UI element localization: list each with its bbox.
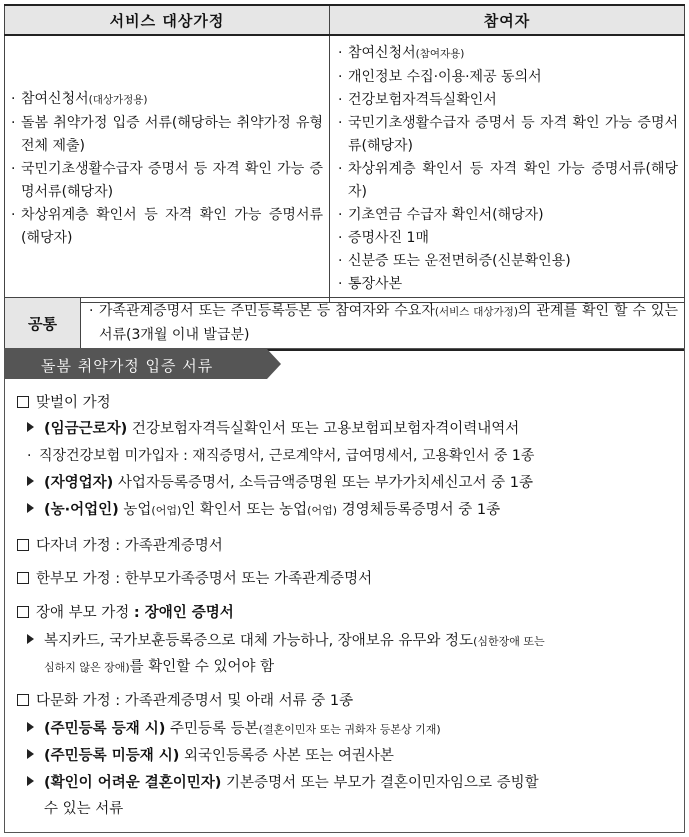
document-list-item: · 차상위계층 확인서 등 자격 확인 가능 증명서류(해당자): [9, 204, 323, 250]
table-header-row: [5, 5, 685, 35]
document-list-item: · 차상위계층 확인서 등 자격 확인 가능 증명서류(해당자): [336, 158, 678, 204]
common-text: · 가족관계증명서 또는 주민등록등본 등 참여자와 수요자(서비스 대상가정)의 관계를 확인 할 수 있는 서류(3개월 이내 발급분): [81, 298, 685, 351]
vulnerable-family-documents-box: [4, 348, 685, 833]
table-body-row: [5, 35, 685, 303]
checkbox-square-icon: [17, 539, 29, 551]
unregistered-item: (주민등록 미등재 시) 외국인등록증 사본 또는 여권사본: [27, 743, 672, 769]
triangle-bullet-icon: [27, 776, 34, 786]
disabled-parent-title: 장애 부모 가정 : 장애인 증명서: [17, 603, 234, 623]
triangle-bullet-icon: [27, 749, 34, 759]
common-label: 공통: [5, 298, 81, 351]
triangle-bullet-icon: [27, 634, 34, 644]
common-row: [5, 298, 685, 351]
document-list-item: · 개인정보 수집·이용·제공 동의서: [336, 66, 678, 89]
document-list-item: · 참여신청서(대상가정용): [9, 88, 323, 112]
single-parent-title: 한부모 가정 : 한부모가족증명서 또는 가족관계증명서: [17, 569, 372, 589]
self-employed-item: (자영업자) 사업자등록증명서, 소득금액증명원 또는 부가가치세신고서 중 1종: [27, 470, 672, 496]
multicultural-title: 다문화 가정 : 가족관계증명서 및 아래 서류 중 1종: [17, 691, 353, 711]
triangle-bullet-icon: [27, 503, 34, 513]
document-list-item: · 참여신청서(참여자용): [336, 42, 678, 66]
checkbox-square-icon: [17, 396, 29, 408]
marriage-immigrant-item: (확인이 어려운 결혼이민자) 기본증명서 또는 부모가 결혼이민자임으로 증빙할: [27, 770, 672, 796]
document-list-item: · 통장사본: [336, 273, 678, 296]
checkbox-square-icon: [17, 572, 29, 584]
header-participant: 참여자: [330, 5, 685, 35]
common-table: [4, 297, 685, 351]
triangle-bullet-icon: [27, 722, 34, 732]
disabled-parent-item: 복지카드, 국가보훈등록증으로 대체 가능하나, 장애보유 유무와 정도(심한장애 또는: [27, 628, 672, 655]
document-list-item: · 신분증 또는 운전면허증(신분확인용): [336, 250, 678, 273]
checkbox-square-icon: [17, 606, 29, 618]
farmer-item: (농·어업인) 농업(어업)인 확인서 또는 농업(어업) 경영체등록증명서 중 1종: [27, 497, 672, 524]
wage-worker-item: (임금근로자) 건강보험자격득실확인서 또는 고용보험피보험자격이력내역서: [27, 416, 672, 442]
registered-item: (주민등록 등재 시) 주민등록 등본(결혼이민자 또는 귀화자 등본상 기재): [27, 716, 672, 743]
document-list-item: · 기초연금 수급자 확인서(해당자): [336, 204, 678, 227]
document-list-item: · 국민기초생활수급자 증명서 등 자격 확인 가능 증명서류(해당자): [336, 112, 678, 158]
participant-documents: [330, 35, 685, 303]
triangle-bullet-icon: [27, 422, 34, 432]
triangle-bullet-icon: [27, 476, 34, 486]
document-list-item: · 국민기초생활수급자 증명서 등 자격 확인 가능 증명서류(해당자): [9, 158, 323, 204]
marriage-immigrant-item-cont: 수 있는 서류: [44, 801, 124, 817]
target-family-documents: [5, 35, 330, 303]
requirements-table: [4, 4, 685, 303]
disabled-parent-item-cont: 심하지 않은 장애)를 확인할 수 있어야 함: [44, 659, 275, 675]
header-target-family: 서비스 대상가정: [5, 5, 330, 35]
multi-child-title: 다자녀 가정 : 가족관계증명서: [17, 536, 223, 556]
section-banner: 돌봄 취약가정 입증 서류: [5, 349, 267, 379]
document-list-item: · 돌봄 취약가정 입증 서류(해당하는 취약가정 유형 전체 제출): [9, 112, 323, 158]
dual-income-title: 맞벌이 가정: [17, 393, 111, 413]
checkbox-square-icon: [17, 694, 29, 706]
document-list-item: · 증명사진 1매: [336, 227, 678, 250]
document-list-item: · 건강보험자격득실확인서: [336, 89, 678, 112]
no-insurance-item: · 직장건강보험 미가입자 : 재직증명서, 근로계약서, 급여명세서, 고용확인서 중 1종: [27, 448, 535, 464]
